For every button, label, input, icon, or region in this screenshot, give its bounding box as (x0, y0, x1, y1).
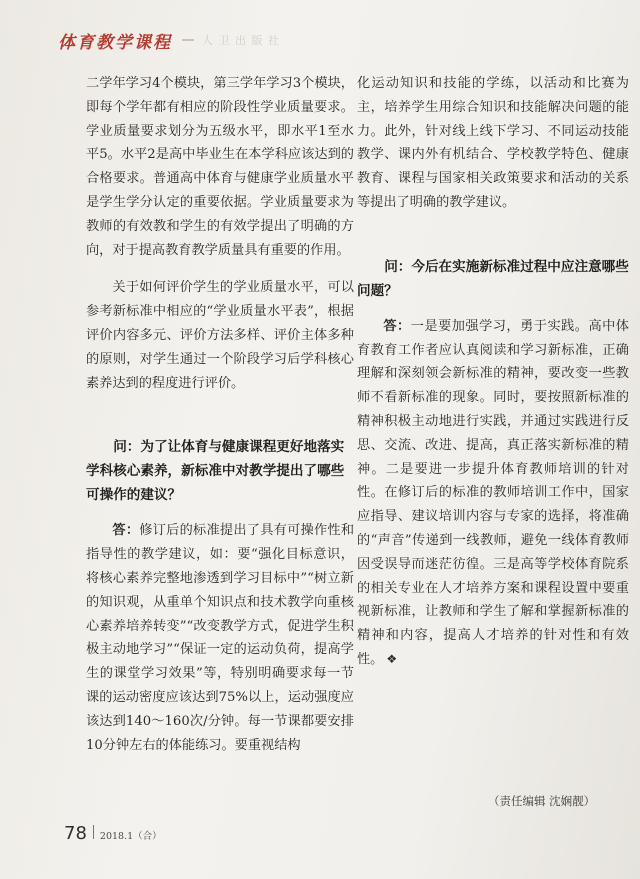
editor-credit: （责任编辑 沈娴靓） (488, 794, 596, 808)
header-rule (182, 39, 194, 41)
right-paragraph-1: 化运动知识和技能的学练，以活动和比赛为主，培养学生用综合知识和技能解决问题的能力。此外，针对线上线下学习、不同运动技能教学、课内外有机结合、学校教学特色、健康教育、课程与国家相关政策要求和活动的关系等提出了明确的教学建议。 (357, 76, 629, 210)
answer-label: 答： (112, 523, 140, 539)
question-heading-1: 问：为了让体育与健康课程更好地落实学科核心素养，新标准中对教学提出了哪些可操作的建议？ (86, 439, 345, 504)
right-column (357, 72, 629, 672)
answer-text: 修订后的标准提出了具有可操作性和指导性的教学建议，如：要“强化目标意识，将核心素养完整地渗透到学习目标中”“树立新的知识观，从重单个知识点和技术教学向重核心素养培养转变”“改变教学方式，促进学生积极主动地学习”“保证一定的运动负荷，提高学生的课堂学习效果”等，特别明确要求每一节课的运动密度应该达到75%以上，运动强度应该达到140～160次/分钟。每一节课都要安排10分钟左右的体能练习。要重视结构 (86, 523, 355, 753)
running-header (58, 28, 280, 52)
left-paragraph-2: 关于如何评价学生的学业质量水平，可以参考新标准中相应的“学业质量水平表”，根据评价内容多元、评价方法多样、评价主体多种的原则，对学生通过一个阶段学习后学科核心素养达到的程度进行评价。 (86, 280, 354, 391)
page-number: 78 (64, 823, 87, 844)
issue-label: 2018.1（合） (99, 831, 162, 842)
header-ghost-text: 人 卫 出 版 社 (202, 34, 280, 47)
left-column (86, 72, 354, 757)
page-footer (64, 823, 162, 844)
end-mark-icon: ❖ (386, 651, 398, 666)
question-heading-2: 问：今后在实施新标准过程中应注意哪些问题？ (357, 258, 629, 299)
answer-paragraph-2 (357, 315, 629, 672)
answer-paragraph-1 (86, 519, 354, 757)
column-brand: 体育教学课程 (58, 32, 172, 53)
footer-divider (93, 825, 94, 839)
answer-text: 一是要加强学习，勇于实践。高中体育教育工作者应认真阅读和学习新标准，正确理解和深刻领会新标准的精神，要改变一些教师不看新标准的现象。同时，要按照新标准的精神积极主动地进行实践，并通过实践进行反思、交流、改进、提高，真正落实新标准的精神。二是要进一步提升体育教师培训的针对性。在修订后的标准的教师培训工作中，国家应指导、建议培训内容与专家的选择，将准确的“声音”传递到一线教师，避免一线体育教师因受误导而迷茫彷徨。三是高等学校体育院系的相关专业在人才培养方案和课程设置中要重视新标准，让教师和学生了解和掌握新标准的精神和内容，提高人才培养的针对性和有效性。 (357, 318, 629, 667)
answer-label: 答： (383, 318, 411, 334)
left-paragraph-1: 二学年学习4个模块，第三学年学习3个模块，即每个学年都有相应的阶段性学业质量要求。学业质量要求划分为五级水平，即水平1至水平5。水平2是高中毕业生在本学科应该达到的合格要求。普通高中体育与健康学业质量水平是学生学分认定的重要依据。学业质量要求为教师的有效教和学生的有效学提出了明确的方向，对于提高教育教学质量具有重要的作用。 (86, 76, 354, 258)
